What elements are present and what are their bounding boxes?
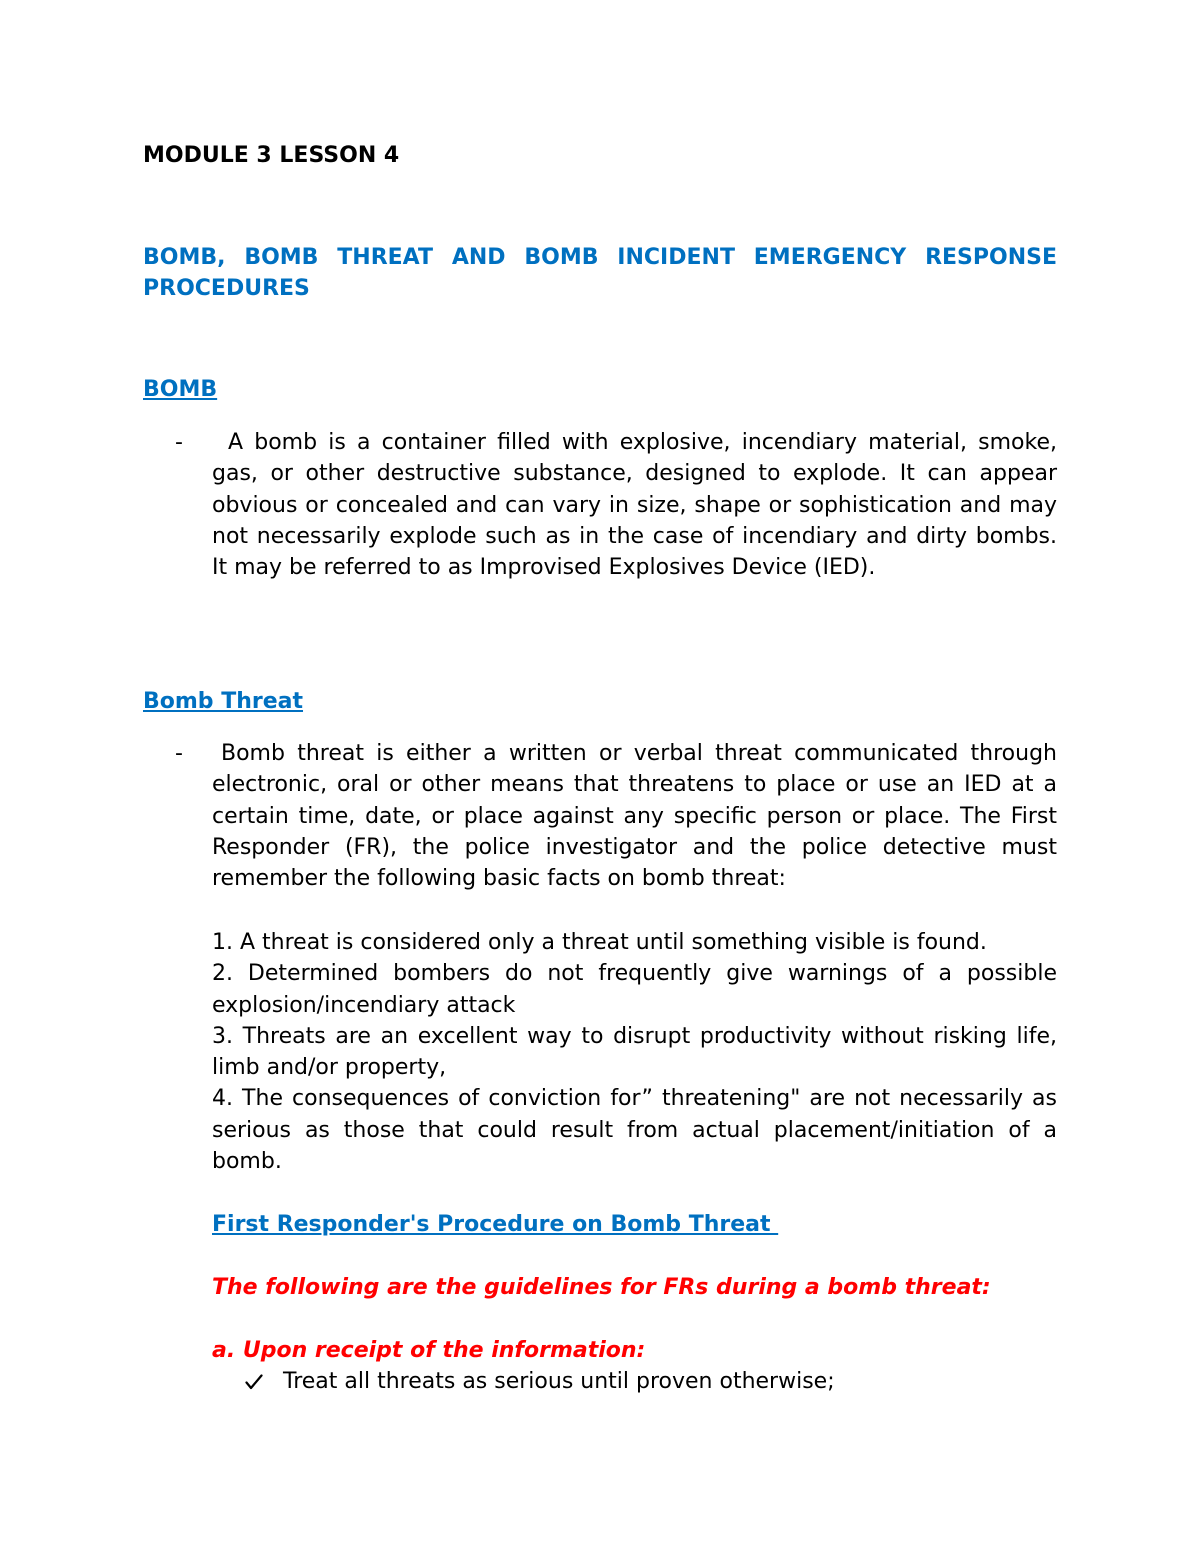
guidelines-intro: The following are the guidelines for FRs during a bomb threat:: [212, 1275, 991, 1300]
list-item: 4. The consequences of conviction for” threatening" are not necessarily as serious as those that could result from actual placement/initiation of a bomb.: [212, 1086, 1057, 1175]
module-title: MODULE 3 LESSON 4: [143, 143, 400, 168]
bullet-dash: -: [175, 430, 183, 455]
section-heading-bomb-threat: Bomb Threat: [143, 689, 304, 714]
subsection-a-heading: a. Upon receipt of the information:: [212, 1338, 646, 1363]
bullet-dash: -: [175, 741, 183, 766]
checklist-item-text: Treat all threats as serious until proven otherwise;: [283, 1369, 835, 1394]
list-item: 3. Threats are an excellent way to disrupt productivity without risking life, limb and/or property,: [212, 1023, 1057, 1081]
check-icon: [245, 1366, 265, 1390]
section-heading-first-responder: First Responder's Procedure on Bomb Threat: [212, 1212, 779, 1237]
section-heading-bomb: BOMB: [143, 377, 218, 402]
bomb-threat-definition: Bomb threat is either a written or verbal threat communicated through electronic, oral or other means that threatens to place or use an IED at a certain time, date, or place against any specific person or place. The First Responder (FR), the police investigator and the police detective must remember the following basic facts on bomb threat:: [212, 741, 1057, 892]
bomb-definition: A bomb is a container filled with explosive, incendiary material, smoke, gas, or other destructive substance, designed to explode. It can appear obvious or concealed and can vary in size, shape or sophistication and may not necessarily explode such as in the case of incendiary and dirty bombs. It may be referred to as Improvised Explosives Device (IED).: [212, 430, 1057, 581]
list-item: 1. A threat is considered only a threat until something visible is found.: [212, 930, 987, 955]
checklist-item: [245, 1366, 835, 1397]
main-heading: BOMB, BOMB THREAT AND BOMB INCIDENT EMERGENCY RESPONSE PROCEDURES: [143, 245, 1057, 301]
basic-facts-list: [212, 927, 1057, 1177]
list-item: 2. Determined bombers do not frequently give warnings of a possible explosion/incendiary attack: [212, 961, 1057, 1018]
